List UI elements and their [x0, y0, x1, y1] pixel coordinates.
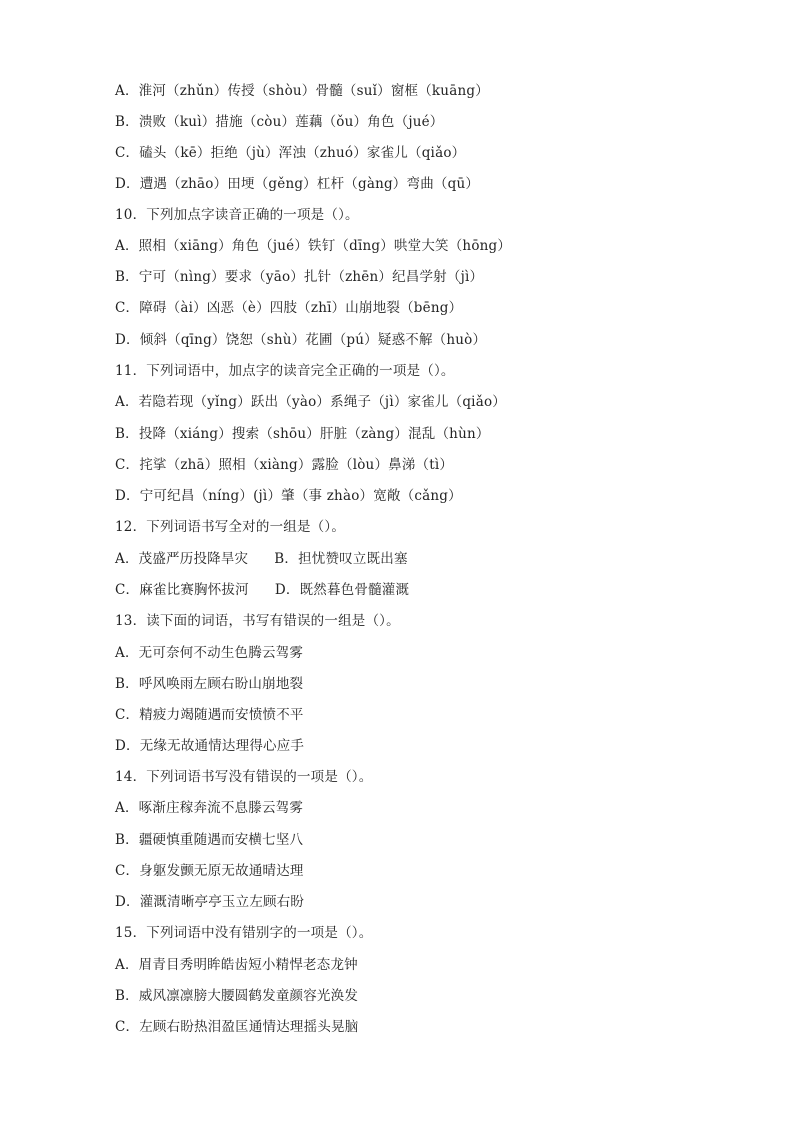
q9-option-b: B．溃败（kuì）措施（còu）莲藕（ǒu）角色（jué） — [115, 114, 444, 130]
q13-option-d: D．无缘无故通情达理得心应手 — [115, 738, 305, 754]
q14-stem: 14．下列词语书写没有错误的一项是（）。 — [115, 769, 373, 785]
q12-stem: 12．下列词语书写全对的一组是（）。 — [115, 519, 346, 535]
q11-option-a: A．若隐若现（yǐng）跃出（yào）系绳子（jì）家雀儿（qiǎo） — [115, 394, 506, 410]
q15-option-b: B．威风凛凛膀大腰圆鹤发童颜容光涣发 — [115, 988, 359, 1004]
q9-option-a: A．淮河（zhǔn）传授（shòu）骨髓（suǐ）窗框（kuāng） — [115, 83, 489, 99]
q11-stem: 11．下列词语中，加点字的读音完全正确的一项是（）。 — [115, 363, 455, 379]
q10-option-a: A．照相（xiāng）角色（jué）铁钉（dīng）哄堂大笑（hōng） — [115, 238, 512, 254]
q13-option-b: B．呼风唤雨左顾右盼山崩地裂 — [115, 676, 304, 692]
q10-option-d: D．倾斜（qīng）饶恕（shù）花圃（pú）疑惑不解（huò） — [115, 332, 487, 348]
q12-options-cd — [115, 580, 409, 600]
q15-option-a: A．眉青目秀明眸皓齿短小精悍老态龙钟 — [115, 957, 358, 973]
q13-stem: 13．读下面的词语，书写有错误的一组是（）。 — [115, 613, 400, 629]
q12-option-d: D．既然暮色骨髓灌溉 — [274, 582, 410, 598]
q14-option-d: D．灌溉清晰亭亭玉立左顾右盼 — [115, 894, 305, 910]
q14-option-b: B．疆硬慎重随遇而安横七坚八 — [115, 832, 304, 848]
q12-options-ab — [115, 549, 408, 569]
q15-option-c: C．左顾右盼热泪盈匡通情达理摇头晃脑 — [115, 1019, 359, 1035]
q11-option-b: B．投降（xiáng）搜索（shōu）肝脏（zàng）混乱（hùn） — [115, 426, 490, 442]
q9-option-d: D．遭遇（zhāo）田埂（gěng）杠杆（gàng）弯曲（qū） — [115, 176, 480, 192]
q9-option-c: C．磕头（kē）拒绝（jù）浑浊（zhuó）家雀儿（qiǎo） — [115, 145, 466, 161]
q15-stem: 15．下列词语中没有错别字的一项是（）。 — [115, 925, 373, 941]
q12-option-b: B．担忧赞叹立既出塞 — [274, 551, 408, 567]
q10-option-b: B．宁可（nìng）要求（yāo）扎针（zhēn）纪昌学射（jì） — [115, 269, 484, 285]
q11-option-c: C．挓挲（zhā）照相（xiàng）露脸（lòu）鼻涕（tì） — [115, 457, 454, 473]
q14-option-a: A．啄渐庄稼奔流不息滕云驾雾 — [115, 800, 304, 816]
q12-option-a: A．茂盛严历投降旱灾 — [115, 551, 249, 567]
q11-option-d: D．宁可纪昌（níng）(jì）肇（事 zhào）宽敞（cǎng） — [115, 488, 462, 504]
q10-stem: 10．下列加点字读音正确的一项是（）。 — [115, 207, 359, 223]
q12-option-c: C．麻雀比赛胸怀拔河 — [115, 582, 249, 598]
q14-option-c: C．身躯发颤无原无故通晴达理 — [115, 863, 304, 879]
q13-option-c: C．精疲力竭随遇而安愤愤不平 — [115, 707, 304, 723]
q13-option-a: A．无可奈何不动生色腾云驾雾 — [115, 645, 304, 661]
q10-option-c: C．障碍（ài）凶恶（è）四肢（zhī）山崩地裂（bēng） — [115, 300, 463, 316]
